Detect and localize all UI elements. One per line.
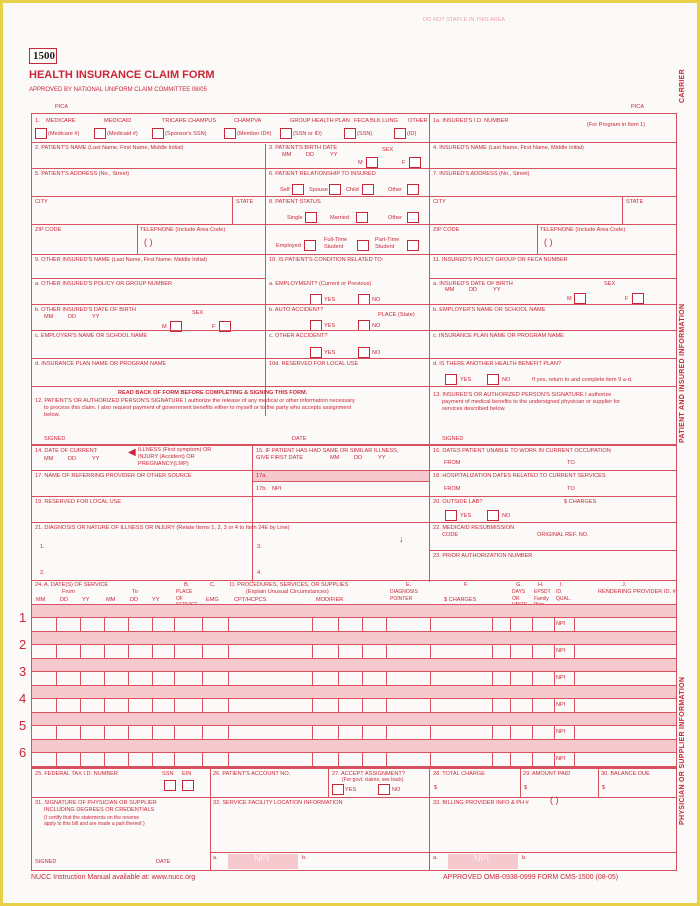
assignment-note: (For govt. claims, see back): [342, 777, 404, 783]
billing-phone-parens: ( ): [550, 795, 559, 805]
total-charge-label: 28. TOTAL CHARGE: [433, 771, 486, 777]
injury-opt: INJURY (Accident) OR: [138, 454, 195, 460]
assign-yes-label: YES: [345, 787, 357, 793]
another-plan-no-label: NO: [502, 377, 511, 383]
other-insured-label: 9. OTHER INSURED'S NAME (Last Name, First Name, Middle Initial): [35, 257, 208, 263]
tricare-sub: (Sponsor's SSN): [165, 131, 207, 137]
employment-label: a. EMPLOYMENT? (Current or Previous): [269, 281, 372, 287]
medicaid-checkbox[interactable]: [94, 128, 106, 139]
insured-sex-m-checkbox[interactable]: [574, 293, 586, 304]
billing-b: b.: [522, 855, 527, 861]
service-line-number: 1: [19, 610, 27, 625]
employed-label: Employed: [276, 243, 301, 249]
insured-name-label: 4. INSURED'S NAME (Last Name, First Name, Middle Initial): [433, 145, 584, 151]
child-checkbox[interactable]: [362, 184, 374, 195]
hosp-from: FROM: [444, 486, 461, 492]
read-back-note: READ BACK OF FORM BEFORE COMPLETING & SIGNING THIS FORM.: [118, 390, 308, 396]
mm-label: MM: [282, 152, 292, 158]
patient-signature-l2: to process this claim. I also request payment of government benefits either to myself or to the party who accepts assignment: [44, 405, 352, 411]
facility-a: a.: [213, 855, 218, 861]
physician-date-label: DATE: [156, 859, 171, 865]
patient-date-label: DATE: [292, 436, 307, 442]
col-b-label: PLACE OF: [176, 589, 193, 602]
spouse-label: Spouse: [309, 187, 328, 193]
medicaid-resub-label: 22. MEDICAID RESUBMISSION: [433, 525, 515, 531]
approved-line: APPROVED BY NATIONAL UNIFORM CLAIM COMMITTEE 08/05: [29, 87, 207, 93]
accept-assignment-label: 27. ACCEPT ASSIGNMENT?: [332, 771, 405, 777]
other-employer-label: c. EMPLOYER'S NAME OR SCHOOL NAME: [35, 333, 148, 339]
dd-label-6: DD: [60, 597, 69, 603]
employed-checkbox[interactable]: [304, 240, 316, 251]
single-checkbox[interactable]: [305, 212, 317, 223]
dd-label-5: DD: [354, 455, 363, 461]
f-label-3: F: [212, 324, 216, 330]
mm-label-6: MM: [36, 597, 46, 603]
reserved-label: 10d. RESERVED FOR LOCAL USE: [269, 361, 359, 367]
service-line-number: 4: [19, 691, 27, 706]
other-rel-checkbox[interactable]: [407, 184, 419, 195]
facility-npi-watermark: NPI: [254, 853, 270, 863]
patient-address-label: 5. PATIENT'S ADDRESS (No., Street): [35, 171, 130, 177]
other-plan-label: d. INSURANCE PLAN NAME OR PROGRAM NAME: [35, 361, 167, 367]
other-sub: (ID): [407, 131, 417, 137]
insured-city-label: CITY: [433, 199, 446, 205]
col-g: G.: [516, 582, 522, 588]
npi-17b-label: NPI: [272, 486, 282, 492]
col-f: F.: [464, 582, 469, 588]
service-date-label: 24. A. DATE(S) OF SERVICE: [35, 582, 109, 588]
pregnancy-opt: PREGNANCY(LMP): [138, 461, 189, 467]
zip-label: ZIP CODE: [35, 227, 62, 233]
work-to: TO: [567, 460, 575, 466]
col-e-label: DIAGNOSIS POINTER: [390, 589, 418, 602]
orig-ref-label: ORIGINAL REF. NO.: [537, 532, 589, 538]
col-h: H.: [538, 582, 544, 588]
paid-dollar: $: [524, 785, 528, 791]
footer-approved: APPROVED OMB-0938-0999 FORM CMS-1500 (08-05): [443, 874, 619, 881]
billing-a: a.: [433, 855, 438, 861]
col-j-label: RENDERING PROVIDER ID. #: [598, 589, 676, 595]
billing-npi-watermark: NPI: [474, 853, 490, 863]
facility-location-label: 32. SERVICE FACILITY LOCATION INFORMATION: [213, 800, 343, 806]
fulltime-checkbox[interactable]: [357, 240, 369, 251]
col-h-label: EPSDT Family: [534, 589, 551, 602]
insured-phone-parens: ( ): [544, 237, 553, 247]
account-no-label: 26. PATIENT'S ACCOUNT NO.: [213, 771, 291, 777]
service-line-shaded: [32, 686, 676, 698]
arrow-down-icon: ↓: [399, 534, 404, 544]
condition-label: 10. IS PATIENT'S CONDITION RELATED TO:: [269, 257, 384, 263]
ssn-checkbox[interactable]: [164, 780, 176, 791]
champva-label: CHAMPVA: [234, 118, 262, 124]
insured-address-label: 7. INSURED'S ADDRESS (No., Street): [433, 171, 530, 177]
service-line-shaded: [32, 713, 676, 725]
employment-no-label: NO: [372, 297, 381, 303]
col-d-sub: (Explain Unusual Circumstances): [246, 589, 329, 595]
insured-id-note: (For Program in Item 1): [587, 122, 646, 128]
policy-group-label: 11. INSURED'S POLICY GROUP OR FECA NUMBER: [433, 257, 568, 263]
f17b-label: 17b.: [256, 486, 267, 492]
reserved-19-label: 19. RESERVED FOR LOCAL USE: [35, 499, 122, 505]
self-checkbox[interactable]: [292, 184, 304, 195]
insured-signature-l3: services described below.: [442, 406, 506, 412]
illness-opt: ILLNESS (First symptom) OR: [138, 447, 212, 453]
tricare-label: TRICARE CHAMPUS: [162, 118, 217, 124]
m-label-2: M: [567, 296, 572, 302]
mm-label-5: MM: [330, 455, 340, 461]
tax-id-label: 25. FEDERAL TAX I.D. NUMBER: [35, 771, 118, 777]
similar-illness-label: 15. IF PATIENT HAS HAD SAME OR SIMILAR ILLNESS,: [256, 448, 399, 454]
insured-dob-label: a. INSURED'S DATE OF BIRTH: [433, 281, 513, 287]
npi-17a-shade: [253, 471, 429, 481]
medicaid-label: MEDICAID: [104, 118, 132, 124]
col-d: D. PROCEDURES, SERVICES, OR SUPPLIES: [230, 582, 349, 588]
col-g-label: DAYS OR: [512, 589, 526, 602]
state-label: STATE: [236, 199, 254, 205]
carrier-label: CARRIER: [679, 69, 686, 103]
billing-provider-label: 33. BILLING PROVIDER INFO & PH #: [433, 800, 529, 806]
married-checkbox[interactable]: [356, 212, 368, 223]
f-label-2: F: [625, 296, 629, 302]
balance-dollar: $: [602, 785, 606, 791]
service-to: To: [132, 589, 138, 595]
service-line-shaded: [32, 632, 676, 644]
insured-zip-label: ZIP CODE: [433, 227, 460, 233]
other-acc-no-label: NO: [372, 350, 381, 356]
yy-label-6: YY: [82, 597, 90, 603]
yy-label-7: YY: [152, 597, 160, 603]
dd-label-3: DD: [68, 314, 77, 320]
yy-label-3: YY: [92, 314, 100, 320]
patient-signature-l3: below.: [44, 412, 60, 418]
f-label: F: [402, 160, 406, 166]
service-line-npi: NPI: [556, 675, 566, 681]
group-checkbox[interactable]: [280, 128, 292, 139]
dd-label-7: DD: [130, 597, 139, 603]
insured-sex-f-checkbox[interactable]: [632, 293, 644, 304]
other-checkbox[interactable]: [394, 128, 406, 139]
another-plan-no-checkbox[interactable]: [487, 374, 499, 385]
champva-checkbox[interactable]: [224, 128, 236, 139]
m-label: M: [358, 160, 363, 166]
insured-signature-label: 13. INSURED'S OR AUTHORIZED PERSON'S SIGNATURE I authorize: [433, 392, 612, 398]
other-acc-no-checkbox[interactable]: [358, 347, 370, 358]
service-line-npi: NPI: [556, 702, 566, 708]
employment-yes-label: YES: [324, 297, 336, 303]
diag-4: 4.: [257, 570, 262, 576]
other-rel-label: Other: [388, 187, 402, 193]
diag-3: 3.: [257, 544, 262, 550]
relationship-label: 6. PATIENT RELATIONSHIP TO INSURED: [269, 171, 376, 177]
prior-auth-label: 23. PRIOR AUTHORIZATION NUMBER: [433, 553, 533, 559]
married-label: Married: [330, 215, 349, 221]
other-policy-label: a. OTHER INSURED'S POLICY OR GROUP NUMBER: [35, 281, 173, 287]
assign-no-label: NO: [392, 787, 401, 793]
lab-yes-checkbox[interactable]: [445, 510, 457, 521]
physician-side-label: PHYSICIAN OR SUPPLIER INFORMATION: [679, 676, 686, 825]
col-c-label: EMG: [206, 597, 219, 603]
patient-signed-label: SIGNED: [44, 436, 66, 442]
pica-right: PICA: [631, 104, 645, 110]
f17a-label: 17a.: [256, 473, 267, 479]
certify-l2: apply to this bill and are made a part thereof.): [44, 821, 145, 827]
claim-form: [31, 113, 677, 871]
physician-signature-label: 31. SIGNATURE OF PHYSICIAN OR SUPPLIER: [35, 800, 157, 806]
diag-2: 2.: [40, 570, 45, 576]
place-label: PLACE (State): [378, 312, 415, 318]
ssn-label: SSN: [162, 771, 174, 777]
diagnosis-label: 21. DIAGNOSIS OR NATURE OF ILLNESS OR INJURY (Relate Items 1, 2, 3 or 4 to Item 24E by Line): [35, 525, 290, 531]
service-line-number: 3: [19, 664, 27, 679]
other-sex-label: SEX: [192, 310, 204, 316]
col-f-label: $ CHARGES: [444, 597, 477, 603]
employer-label: b. EMPLOYER'S NAME OR SCHOOL NAME: [433, 307, 546, 313]
other-label: OTHER: [408, 118, 428, 124]
group-sub: (SSN or ID): [293, 131, 322, 137]
auto-yes-label: YES: [324, 323, 336, 329]
mm-label-2: MM: [445, 287, 455, 293]
service-line-npi: NPI: [556, 756, 566, 762]
auto-no-label: NO: [372, 323, 381, 329]
ghost-text: DO NOT STAPLE IN THIS AREA: [423, 17, 506, 23]
medicare-checkbox[interactable]: [35, 128, 47, 139]
col-c: C.: [210, 582, 216, 588]
diag-1: 1.: [40, 544, 45, 550]
insurance-plan-label: c. INSURANCE PLAN NAME OR PROGRAM NAME: [433, 333, 564, 339]
col-i: I.: [560, 582, 564, 588]
patient-signature-label: 12. PATIENT'S OR AUTHORIZED PERSON'S SIGNATURE I authorize the release of any medical or other information necessary: [35, 398, 355, 404]
lab-no-label: NO: [502, 513, 511, 519]
form-code: 1500: [33, 50, 55, 62]
patient-status-label: 8. PATIENT STATUS: [269, 199, 321, 205]
hosp-to: TO: [567, 486, 575, 492]
assign-no-checkbox[interactable]: [378, 784, 390, 795]
yy-label-5: YY: [378, 455, 386, 461]
insured-signed-label: SIGNED: [442, 436, 464, 442]
col-modifier: MODIFIER: [316, 597, 344, 603]
first-date-label: GIVE FIRST DATE: [256, 455, 304, 461]
mm-label-4: MM: [44, 456, 54, 462]
yy-label-4: YY: [92, 456, 100, 462]
service-line-shaded: [32, 740, 676, 752]
another-plan-yes-checkbox[interactable]: [445, 374, 457, 385]
footer-manual: NUCC Instruction Manual available at: www.nucc.org: [31, 874, 196, 881]
other-accident-label: c. OTHER ACCIDENT?: [269, 333, 328, 339]
phone-label: TELEPHONE (Include Area Code): [140, 227, 226, 233]
lab-yes-label: YES: [460, 513, 472, 519]
work-from: FROM: [444, 460, 461, 466]
medicaid-sub: (Medicaid #): [107, 131, 138, 137]
parttime-label: Part-Time Student: [375, 237, 400, 250]
col-e: E.: [406, 582, 412, 588]
other-status-checkbox[interactable]: [407, 212, 419, 223]
other-acc-yes-checkbox[interactable]: [310, 347, 322, 358]
referring-provider-label: 17. NAME OF REFERRING PROVIDER OR OTHER SOURCE: [35, 473, 192, 479]
amount-paid-label: 29. AMOUNT PAID: [523, 771, 571, 777]
sex-m-checkbox[interactable]: [366, 157, 378, 168]
feca-sub: (SSN): [357, 131, 373, 137]
champva-sub: (Member ID#): [237, 131, 272, 137]
city-label: CITY: [35, 199, 48, 205]
yy-label: YY: [330, 152, 338, 158]
service-line-npi: NPI: [556, 621, 566, 627]
col-b: B.: [184, 582, 190, 588]
yy-label-2: YY: [493, 287, 501, 293]
other-acc-yes-label: YES: [324, 350, 336, 356]
insured-phone-label: TELEPHONE (Include Area Code): [540, 227, 626, 233]
fulltime-label: Full-Time Student: [324, 237, 348, 250]
other-dob-label: b. OTHER INSURED'S DATE OF BIRTH: [35, 307, 136, 313]
ein-label: EIN: [182, 771, 192, 777]
parttime-checkbox[interactable]: [407, 240, 419, 251]
outside-lab-label: 20. OUTSIDE LAB?: [433, 499, 483, 505]
service-line-number: 2: [19, 637, 27, 652]
dd-label-4: DD: [68, 456, 77, 462]
unable-work-label: 16. DATES PATIENT UNABLE TO WORK IN CURRENT OCCUPATION: [433, 448, 611, 454]
box1-num: 1.: [35, 118, 40, 124]
balance-due-label: 30. BALANCE DUE: [601, 771, 650, 777]
lab-no-checkbox[interactable]: [487, 510, 499, 521]
credentials-label: INCLUDING DEGREES OR CREDENTIALS: [44, 807, 155, 813]
service-line-shaded: [32, 605, 676, 617]
service-line-npi: NPI: [556, 729, 566, 735]
self-label: Self: [280, 187, 290, 193]
ein-checkbox[interactable]: [182, 780, 194, 791]
service-line-shaded: [32, 659, 676, 671]
col-i-label: ID. QUAL.: [556, 589, 572, 602]
service-from: From: [62, 589, 76, 595]
col-cpt: CPT/HCPCS: [234, 597, 267, 603]
patient-side-label: PATIENT AND INSURED INFORMATION: [679, 303, 686, 443]
medicare-sub: (Medicare #): [48, 131, 80, 137]
service-line-npi: NPI: [556, 648, 566, 654]
sex-label: SEX: [382, 147, 394, 153]
mm-label-3: MM: [44, 314, 54, 320]
date-current-label: 14. DATE OF CURRENT:: [35, 448, 98, 454]
dd-label-2: DD: [469, 287, 478, 293]
another-plan-label: d. IS THERE ANOTHER HEALTH BENEFIT PLAN?: [433, 361, 562, 367]
m-label-3: M: [162, 324, 167, 330]
medicare-label: MEDICARE: [46, 118, 76, 124]
feca-label: FECA BLK LUNG: [354, 118, 398, 124]
facility-b: b.: [302, 855, 307, 861]
sex-f-checkbox[interactable]: [409, 157, 421, 168]
phone-parens: ( ): [144, 237, 153, 247]
resub-code-label: CODE: [442, 532, 459, 538]
patient-name-label: 2. PATIENT'S NAME (Last Name, First Name, Middle Initial): [35, 145, 184, 151]
total-dollar: $: [434, 785, 438, 791]
pica-left: PICA: [55, 104, 69, 110]
insured-id-label: 1a. INSURED'S I.D. NUMBER: [433, 118, 509, 124]
hospitalization-label: 18. HOSPITALIZATION DATES RELATED TO CURRENT SERVICES: [433, 473, 606, 479]
service-line-number: 5: [19, 718, 27, 733]
form-title: HEALTH INSURANCE CLAIM FORM: [29, 69, 215, 81]
single-label: Single: [287, 215, 303, 221]
another-plan-note: If yes, return to and complete item 9 a-d.: [532, 377, 633, 383]
birth-date-label: 3. PATIENT'S BIRTH DATE: [269, 145, 338, 151]
arrow-left-icon: ◀: [128, 447, 136, 458]
physician-signed-label: SIGNED: [35, 859, 57, 865]
feca-checkbox[interactable]: [344, 128, 356, 139]
col-j: J.: [622, 582, 627, 588]
mm-label-7: MM: [106, 597, 116, 603]
auto-accident-label: b. AUTO ACCIDENT?: [269, 307, 324, 313]
certify-l1: (I certify that the statements on the reverse: [44, 815, 140, 821]
insured-sex-label: SEX: [604, 281, 616, 287]
tricare-checkbox[interactable]: [152, 128, 164, 139]
child-label: Child: [346, 187, 359, 193]
assign-yes-checkbox[interactable]: [332, 784, 344, 795]
spouse-checkbox[interactable]: [329, 184, 341, 195]
lab-charges-label: $ CHARGES: [564, 499, 597, 505]
other-status-label: Other: [388, 215, 402, 221]
insured-signature-l2: payment of medical benefits to the undersigned physician or supplier for: [442, 399, 621, 405]
service-line-number: 6: [19, 745, 27, 760]
insured-state-label: STATE: [626, 199, 644, 205]
dd-label: DD: [306, 152, 315, 158]
group-label: GROUP HEALTH PLAN: [290, 118, 350, 124]
another-plan-yes-label: YES: [460, 377, 472, 383]
